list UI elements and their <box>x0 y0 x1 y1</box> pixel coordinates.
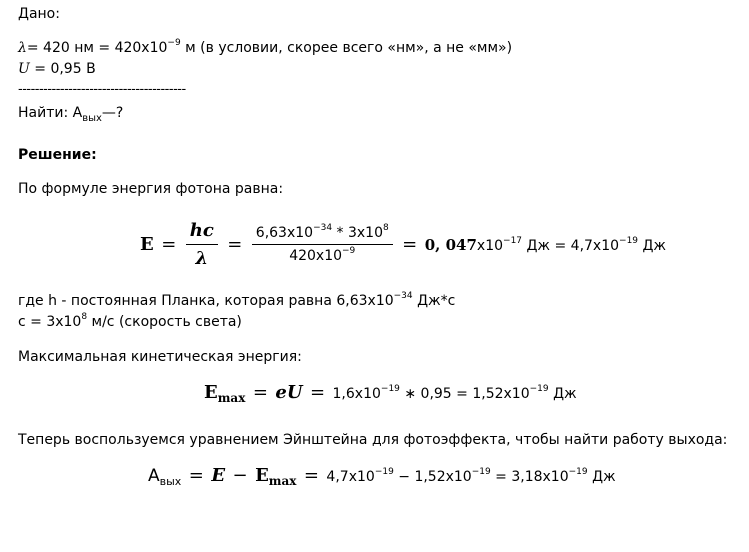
eq1-equals-2: = <box>227 234 243 255</box>
numerator-part1: 6,63x10 <box>255 225 314 241</box>
eq3-e-symbol: E <box>211 465 226 486</box>
planck-note-exp: −34 <box>393 291 413 301</box>
eq1-result-mult: x10 <box>476 237 504 254</box>
numerator-exp1: −34 <box>313 223 333 233</box>
given-voltage <box>18 60 96 78</box>
planck-note <box>18 292 455 310</box>
eq3-value2: − 1,52x10 <box>393 469 472 485</box>
kinetic-energy-label: Максимальная кинетическая энергия: <box>18 349 302 365</box>
eq2-equals: = <box>252 382 268 403</box>
eq1-equals-3: = <box>402 234 418 255</box>
eq1-result-exp2: −19 <box>619 235 639 246</box>
lambda-note: м (в условии, скорее всего «нм», а не «мм») <box>180 40 513 56</box>
eq3-value2-exp: −19 <box>471 467 491 477</box>
find-line <box>18 104 123 122</box>
eq3-value3-exp: −19 <box>568 467 588 477</box>
divider-line: ---------------------------------------- <box>18 82 186 97</box>
light-speed-text: с = 3x10 <box>18 314 82 330</box>
eq2-value: 1,6x10 <box>328 386 381 402</box>
emax-symbol: E <box>204 382 218 403</box>
u-symbol: U <box>18 61 30 77</box>
hc-over-lambda-fraction <box>186 220 218 269</box>
eq2-multiply: ∗ 0,95 = 1,52x10 <box>399 386 530 402</box>
lambda-value: = 420 нм = 420x10 <box>26 40 168 56</box>
numeric-numerator <box>252 225 393 245</box>
light-speed-exp: 8 <box>81 312 88 322</box>
eq1-equals: = <box>161 234 177 255</box>
fraction-denominator: λ <box>195 248 209 269</box>
numerator-part2: * 3x10 <box>332 225 383 241</box>
eq3-minus: − <box>232 465 248 486</box>
light-speed-note <box>18 313 242 331</box>
eq3-value1: 4,7x10 <box>321 469 375 485</box>
given-heading: Дано: <box>18 6 60 22</box>
eq1-lhs: E <box>140 234 154 255</box>
lambda-symbol: λ <box>18 40 27 56</box>
eu-symbol: eU <box>275 382 303 403</box>
eq1-result-unit: Дж = 4,7x10 <box>522 237 620 254</box>
numeric-fraction <box>252 225 393 264</box>
emax-subscript: max <box>217 391 246 405</box>
light-speed-unit: м/с (скорость света) <box>87 314 242 330</box>
eq3-value3: = 3,18x10 <box>490 469 569 485</box>
numerator-exp2: 8 <box>382 223 389 233</box>
work-function-equation <box>148 465 616 486</box>
find-tail: —? <box>101 105 124 121</box>
eq2-unit: Дж <box>548 386 577 402</box>
photon-energy-equation <box>140 220 666 269</box>
eq3-equals: = <box>188 465 204 486</box>
eq1-result <box>424 235 667 254</box>
eq3-emax-subscript: max <box>268 474 297 488</box>
planck-note-text: где h - постоянная Планка, которая равна 6,63x10 <box>18 293 394 309</box>
u-value: = 0,95 В <box>29 61 96 77</box>
find-subscript: вых <box>82 113 102 124</box>
eq2-multiply-exp: −19 <box>529 384 549 394</box>
eq3-equals-2: = <box>303 465 319 486</box>
denominator-text: 420x10 <box>289 248 343 264</box>
eq2-value-exp: −19 <box>380 384 400 394</box>
awork-symbol: A <box>148 466 160 486</box>
eq3-unit: Дж <box>587 469 616 485</box>
given-wavelength <box>18 39 512 57</box>
einstein-label: Теперь воспользуемся уравнением Эйнштейна для фотоэффекта, чтобы найти работу выхода: <box>18 432 728 448</box>
numeric-denominator <box>252 245 393 264</box>
photon-energy-intro: По формуле энергия фотона равна: <box>18 181 284 197</box>
eq1-result-unit2: Дж <box>638 237 667 254</box>
eq1-result-exp: −17 <box>503 235 523 246</box>
eq2-equals-2: = <box>309 382 326 403</box>
kinetic-energy-equation <box>204 382 577 403</box>
eq3-emax-symbol: E <box>255 465 269 486</box>
lambda-exponent: −9 <box>167 38 181 48</box>
solution-heading: Решение: <box>18 147 97 163</box>
find-label: Найти: A <box>18 105 83 121</box>
planck-note-unit: Дж*с <box>412 293 456 309</box>
denominator-exp: −9 <box>342 246 356 256</box>
awork-subscript: вых <box>159 475 182 488</box>
eq3-value1-exp: −19 <box>374 467 394 477</box>
fraction-numerator: hc <box>186 220 218 245</box>
eq1-result-bold: 0, 047 <box>424 235 477 254</box>
